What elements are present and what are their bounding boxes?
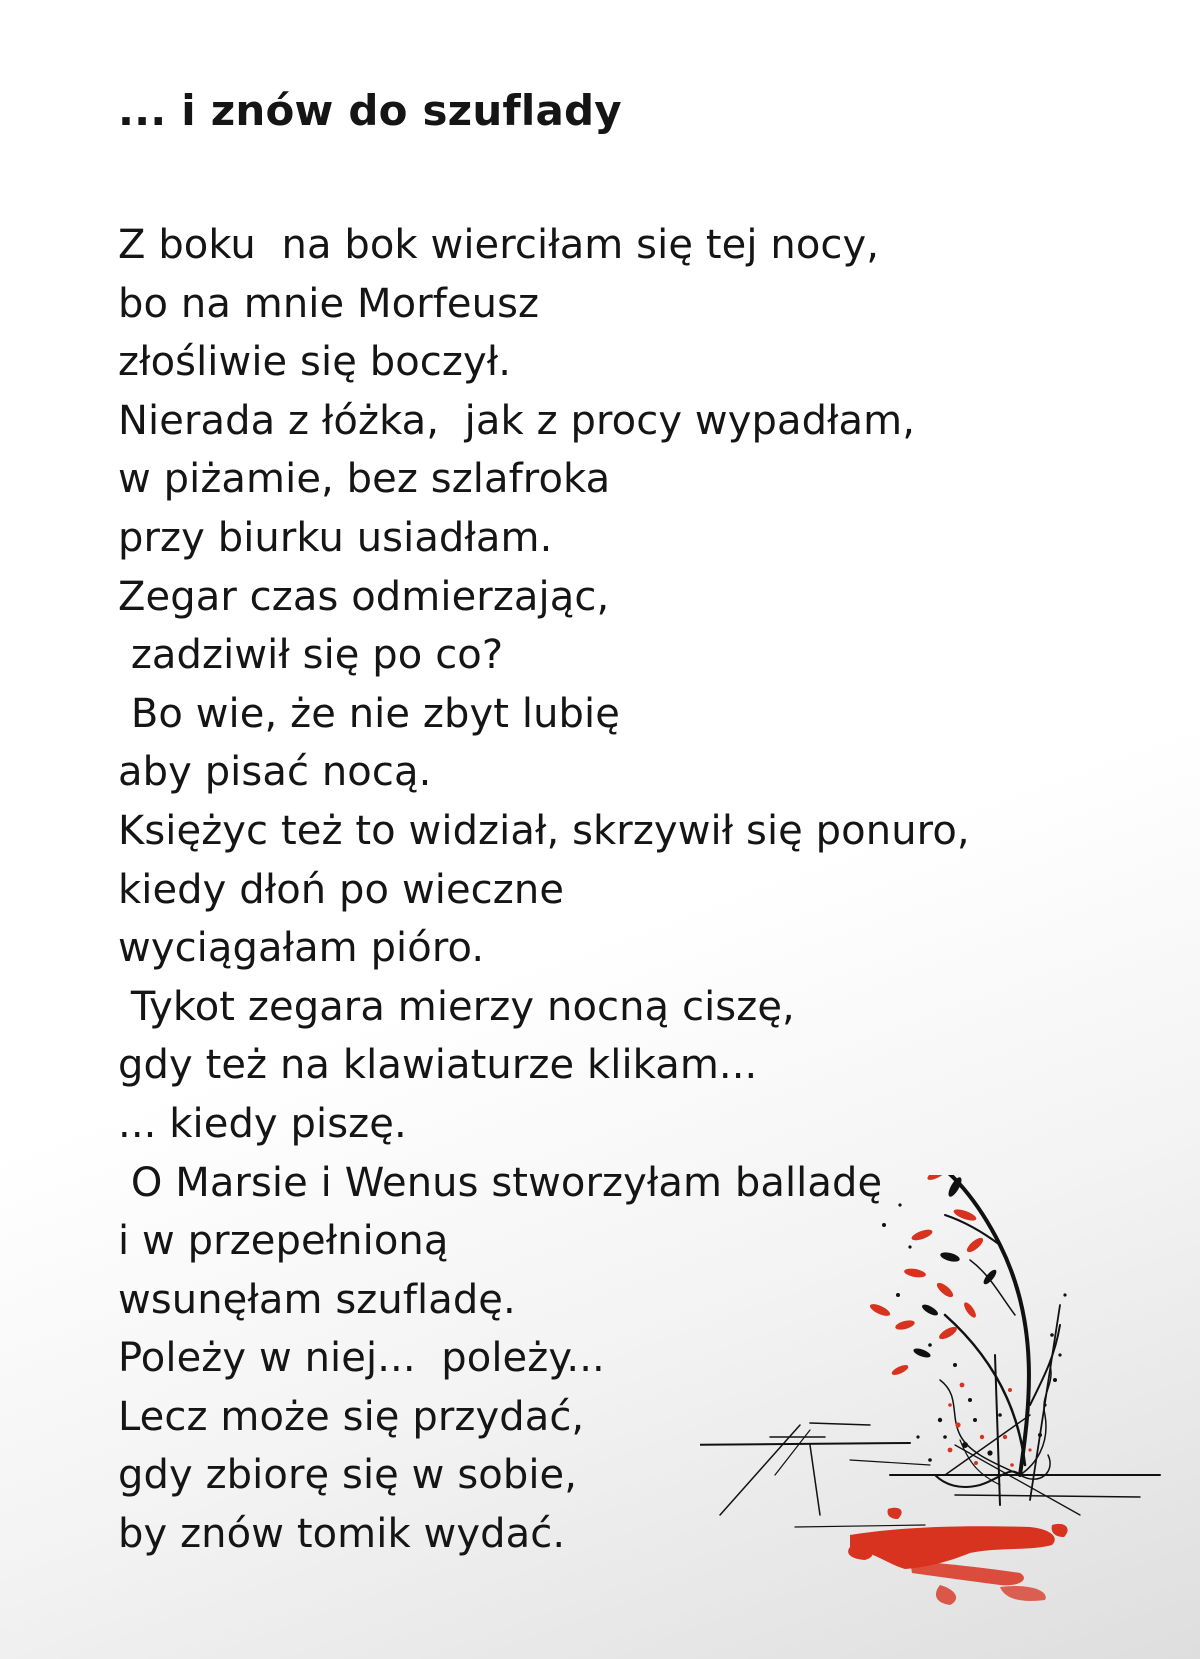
poem-line: wsunęłam szufladę. [118, 1276, 516, 1323]
poem-line: aby pisać nocą. [118, 749, 432, 796]
poem-line: gdy zbiorę się w sobie, [118, 1452, 578, 1499]
poem-line: by znów tomik wydać. [118, 1511, 566, 1558]
poem-line: kiedy dłoń po wieczne [118, 866, 565, 913]
poem-line: w piżamie, bez szlafroka [118, 456, 611, 503]
poem-line: złośliwie się boczył. [118, 339, 512, 386]
poem-line: gdy też na klawiaturze klikam... [118, 1042, 758, 1089]
poem-line: Lecz może się przydać, [118, 1393, 585, 1440]
poem-line: Bo wie, że nie zbyt lubię [118, 690, 620, 737]
poem-line: Nierada z łóżka, jak z procy wypadłam, [118, 397, 916, 444]
ink-tree-illustration-icon [700, 1175, 1180, 1659]
poem-line: bo na mnie Morfeusz [118, 280, 540, 327]
poem-line: zadziwił się po co? [118, 632, 504, 679]
poem-line: Zegar czas odmierzając, [118, 573, 610, 620]
poem-line: ... kiedy piszę. [118, 1100, 407, 1147]
poem-line: Poleży w niej... poleży... [118, 1335, 605, 1382]
poem-line: O Marsie i Wenus stworzyłam balladę [118, 1159, 883, 1206]
poem-line: i w przepełnioną [118, 1218, 449, 1265]
red-paint-splash [848, 1508, 1067, 1605]
poem-title: ... i znów do szuflady [118, 86, 622, 135]
poem-line: Z boku na bok wierciłam się tej nocy, [118, 222, 880, 268]
poem-line: Księżyc też to widział, skrzywił się ponuro, [118, 807, 970, 854]
ink-ground-lines [700, 1305, 1160, 1527]
poem-line: Tykot zegara mierzy nocną ciszę, [118, 983, 795, 1030]
poem-line: wyciągałam pióro. [118, 925, 485, 972]
poem-line: przy biurku usiadłam. [118, 514, 553, 561]
